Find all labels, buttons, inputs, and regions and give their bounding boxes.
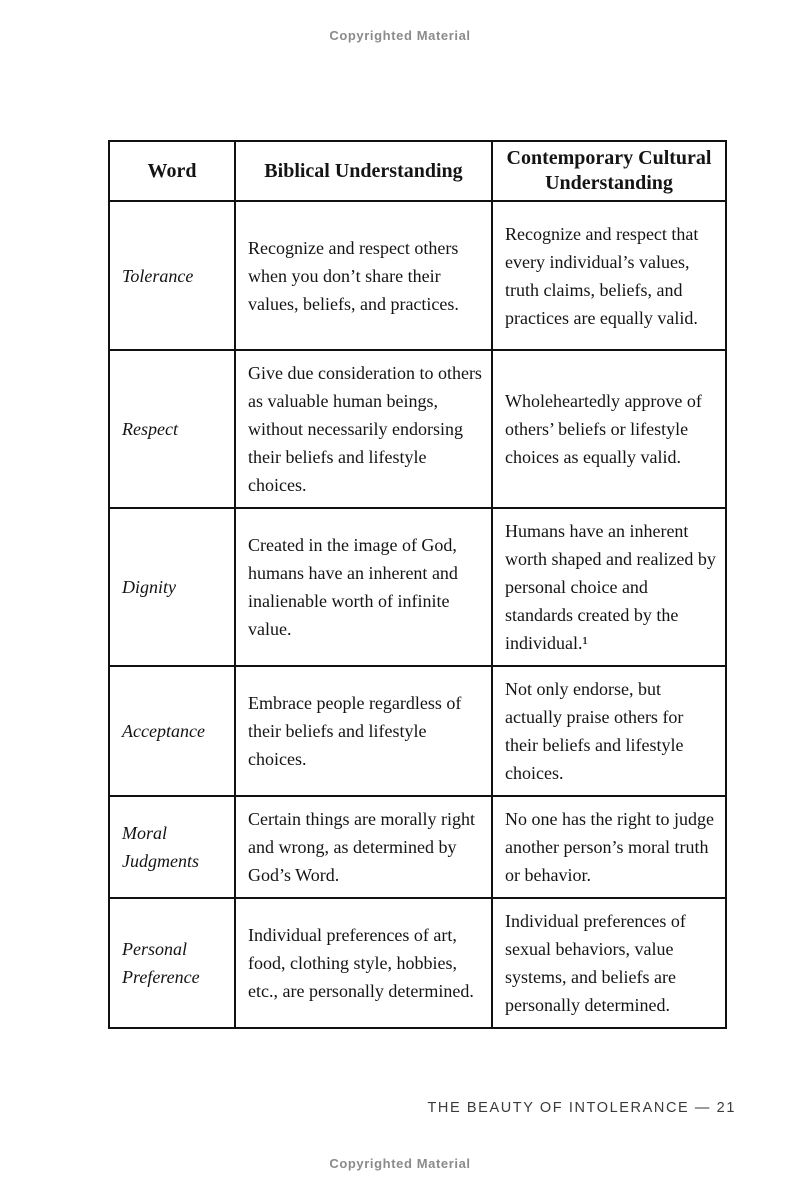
cell-word: Personal Preference <box>109 898 235 1028</box>
running-footer: THE BEAUTY OF INTOLERANCE — 21 <box>427 1100 736 1116</box>
table-row <box>109 796 726 898</box>
cell-biblical: Created in the image of God, humans have an inherent and inalienable worth of infinite value. <box>235 508 492 666</box>
cell-contemporary: No one has the right to judge another person’s moral truth or behavior. <box>492 796 726 898</box>
header-biblical-understanding: Biblical Understanding <box>235 141 492 201</box>
cell-biblical: Individual preferences of art, food, clothing style, hobbies, etc., are personally determined. <box>235 898 492 1028</box>
table-row <box>109 508 726 666</box>
comparison-table-header <box>109 141 726 201</box>
cell-contemporary: Humans have an inherent worth shaped and realized by personal choice and standards created by the individual.¹ <box>492 508 726 666</box>
cell-word: Acceptance <box>109 666 235 796</box>
cell-contemporary: Individual preferences of sexual behaviors, value systems, and beliefs are personally determined. <box>492 898 726 1028</box>
table-row <box>109 898 726 1028</box>
copyright-notice-top: Copyrighted Material <box>329 28 471 43</box>
header-word: Word <box>109 141 235 201</box>
cell-biblical: Certain things are morally right and wrong, as determined by God’s Word. <box>235 796 492 898</box>
cell-biblical: Embrace people regardless of their beliefs and lifestyle choices. <box>235 666 492 796</box>
table-row <box>109 201 726 350</box>
header-contemporary-cultural-understanding: Contemporary Cultural Understanding <box>492 141 726 201</box>
table-row <box>109 666 726 796</box>
cell-word: Dignity <box>109 508 235 666</box>
comparison-table-body <box>109 201 726 1028</box>
cell-word: Moral Judgments <box>109 796 235 898</box>
cell-contemporary: Wholeheartedly approve of others’ beliefs or lifestyle choices as equally valid. <box>492 350 726 508</box>
cell-word: Tolerance <box>109 201 235 350</box>
comparison-table <box>108 140 727 1029</box>
cell-biblical: Recognize and respect others when you don’t share their values, beliefs, and practices. <box>235 201 492 350</box>
cell-contemporary: Recognize and respect that every individual’s values, truth claims, beliefs, and practices are equally valid. <box>492 201 726 350</box>
copyright-notice-bottom: Copyrighted Material <box>329 1156 471 1171</box>
table-row <box>109 350 726 508</box>
cell-contemporary: Not only endorse, but actually praise others for their beliefs and lifestyle choices. <box>492 666 726 796</box>
header-row <box>109 141 726 201</box>
cell-word: Respect <box>109 350 235 508</box>
cell-biblical: Give due consideration to others as valuable human beings, without necessarily endorsing their beliefs and lifestyle choices. <box>235 350 492 508</box>
